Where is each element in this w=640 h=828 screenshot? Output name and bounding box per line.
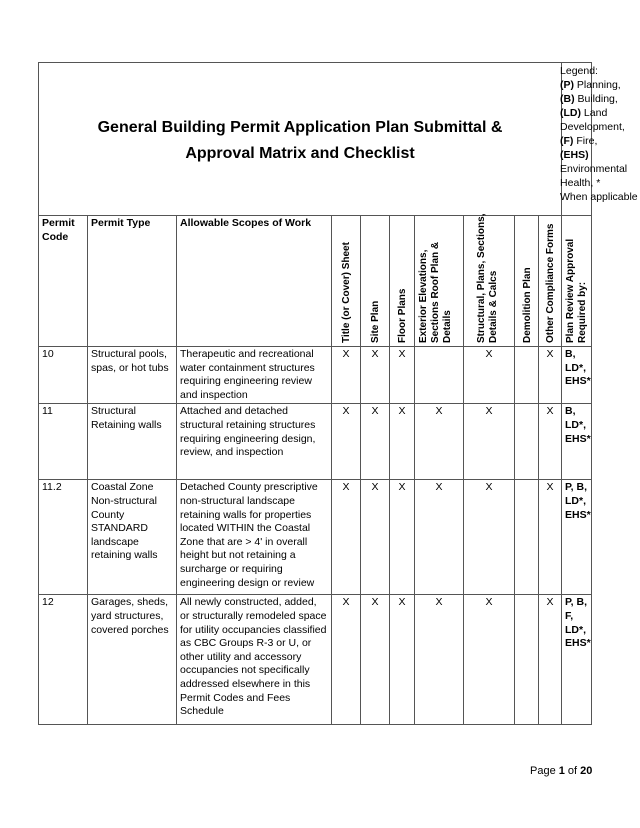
legend-ehs-text: Environmental Health, * xyxy=(560,163,628,189)
mark-exterior-elevations: X xyxy=(415,404,464,480)
header-site-plan: Site Plan xyxy=(361,216,390,347)
header-plan-review-approval: Plan Review Approval Required by: xyxy=(562,216,592,347)
permit-type: Structural Retaining walls xyxy=(88,404,177,480)
mark-exterior-elevations: X xyxy=(415,595,464,725)
approval-required-by: B, LD*, EHS* xyxy=(562,404,592,480)
header-demolition-plan: Demolition Plan xyxy=(515,216,539,347)
mark-site-plan: X xyxy=(361,404,390,480)
approval-required-by: B, LD*, EHS* xyxy=(562,347,592,404)
header-other-compliance-forms: Other Compliance Forms xyxy=(539,216,562,347)
mark-other-compliance-forms: X xyxy=(539,595,562,725)
mark-title-sheet: X xyxy=(332,404,361,480)
mark-exterior-elevations xyxy=(415,347,464,404)
legend xyxy=(560,63,638,216)
legend-item-ehs: (EHS) xyxy=(560,149,589,161)
table-row xyxy=(39,404,592,480)
permit-code: 11.2 xyxy=(39,480,88,595)
mark-floor-plans: X xyxy=(390,480,415,595)
mark-title-sheet: X xyxy=(332,347,361,404)
permit-type: Garages, sheds, yard structures, covered porches xyxy=(88,595,177,725)
mark-floor-plans: X xyxy=(390,404,415,480)
header-floor-plans: Floor Plans xyxy=(390,216,415,347)
header-title-sheet: Title (or Cover) Sheet xyxy=(332,216,361,347)
mark-site-plan: X xyxy=(361,480,390,595)
mark-floor-plans: X xyxy=(390,595,415,725)
mark-structural-plans: X xyxy=(464,595,515,725)
header-structural-plans: Structural, Plans, Sections, Details & Calcs xyxy=(464,216,515,347)
scope-of-work: All newly constructed, added, or structurally remodeled space for utility occupancies classified as CBC Groups R-3 or U, or other utility and accessory occupancies not specifically addressed elsewhere in this Permit Codes and Fees Schedule xyxy=(177,595,332,725)
header-permit-code: Permit Code xyxy=(39,216,88,347)
mark-structural-plans: X xyxy=(464,347,515,404)
approval-required-by: P, B, LD*, EHS* xyxy=(562,480,592,595)
mark-demolition-plan xyxy=(515,595,539,725)
legend-note: When applicable xyxy=(560,191,638,203)
legend-item-fire: (F) Fire, xyxy=(560,135,598,147)
header-permit-type: Permit Type xyxy=(88,216,177,347)
permit-code: 10 xyxy=(39,347,88,404)
approval-matrix-table xyxy=(38,62,638,725)
scope-of-work: Detached County prescriptive non-structural landscape retaining walls for properties located WITHIN the Coastal Zone that are > 4' in overall height but not retaining a surcharge or requiring engineering design or review xyxy=(177,480,332,595)
scope-of-work: Therapeutic and recreational water containment structures requiring engineering review and inspection xyxy=(177,347,332,404)
legend-item-building: (B) Building, xyxy=(560,93,618,105)
permit-type: Structural pools, spas, or hot tubs xyxy=(88,347,177,404)
mark-other-compliance-forms: X xyxy=(539,404,562,480)
header-row xyxy=(39,216,592,347)
mark-demolition-plan xyxy=(515,347,539,404)
permit-code: 11 xyxy=(39,404,88,480)
mark-demolition-plan xyxy=(515,480,539,595)
page-number: Page 1 of 20 xyxy=(530,765,593,777)
mark-other-compliance-forms: X xyxy=(539,347,562,404)
mark-title-sheet: X xyxy=(332,480,361,595)
mark-site-plan: X xyxy=(361,595,390,725)
document-title: General Building Permit Application Plan Submittal & Approval Matrix and Checklist xyxy=(39,63,562,216)
header-exterior-elevations: Exterior Elevations, Sections Roof Plan & Details xyxy=(415,216,464,347)
legend-heading: Legend: xyxy=(560,65,598,77)
permit-code: 12 xyxy=(39,595,88,725)
approval-required-by: P, B, F, LD*, EHS* xyxy=(562,595,592,725)
table-row xyxy=(39,595,592,725)
mark-structural-plans: X xyxy=(464,404,515,480)
table-row xyxy=(39,480,592,595)
mark-other-compliance-forms: X xyxy=(539,480,562,595)
mark-floor-plans: X xyxy=(390,347,415,404)
title-row xyxy=(39,63,592,216)
mark-site-plan: X xyxy=(361,347,390,404)
scope-of-work: Attached and detached structural retaining structures requiring engineering design, review, and inspection xyxy=(177,404,332,480)
table-row xyxy=(39,347,592,404)
legend-item-land-development: (LD) Land Development, xyxy=(560,107,625,133)
legend-item-planning: (P) Planning, xyxy=(560,79,621,91)
header-allowable-scopes: Allowable Scopes of Work xyxy=(177,216,332,347)
mark-structural-plans: X xyxy=(464,480,515,595)
permit-type: Coastal Zone Non-structural County STANDARD landscape retaining walls xyxy=(88,480,177,595)
mark-title-sheet: X xyxy=(332,595,361,725)
mark-demolition-plan xyxy=(515,404,539,480)
mark-exterior-elevations: X xyxy=(415,480,464,595)
